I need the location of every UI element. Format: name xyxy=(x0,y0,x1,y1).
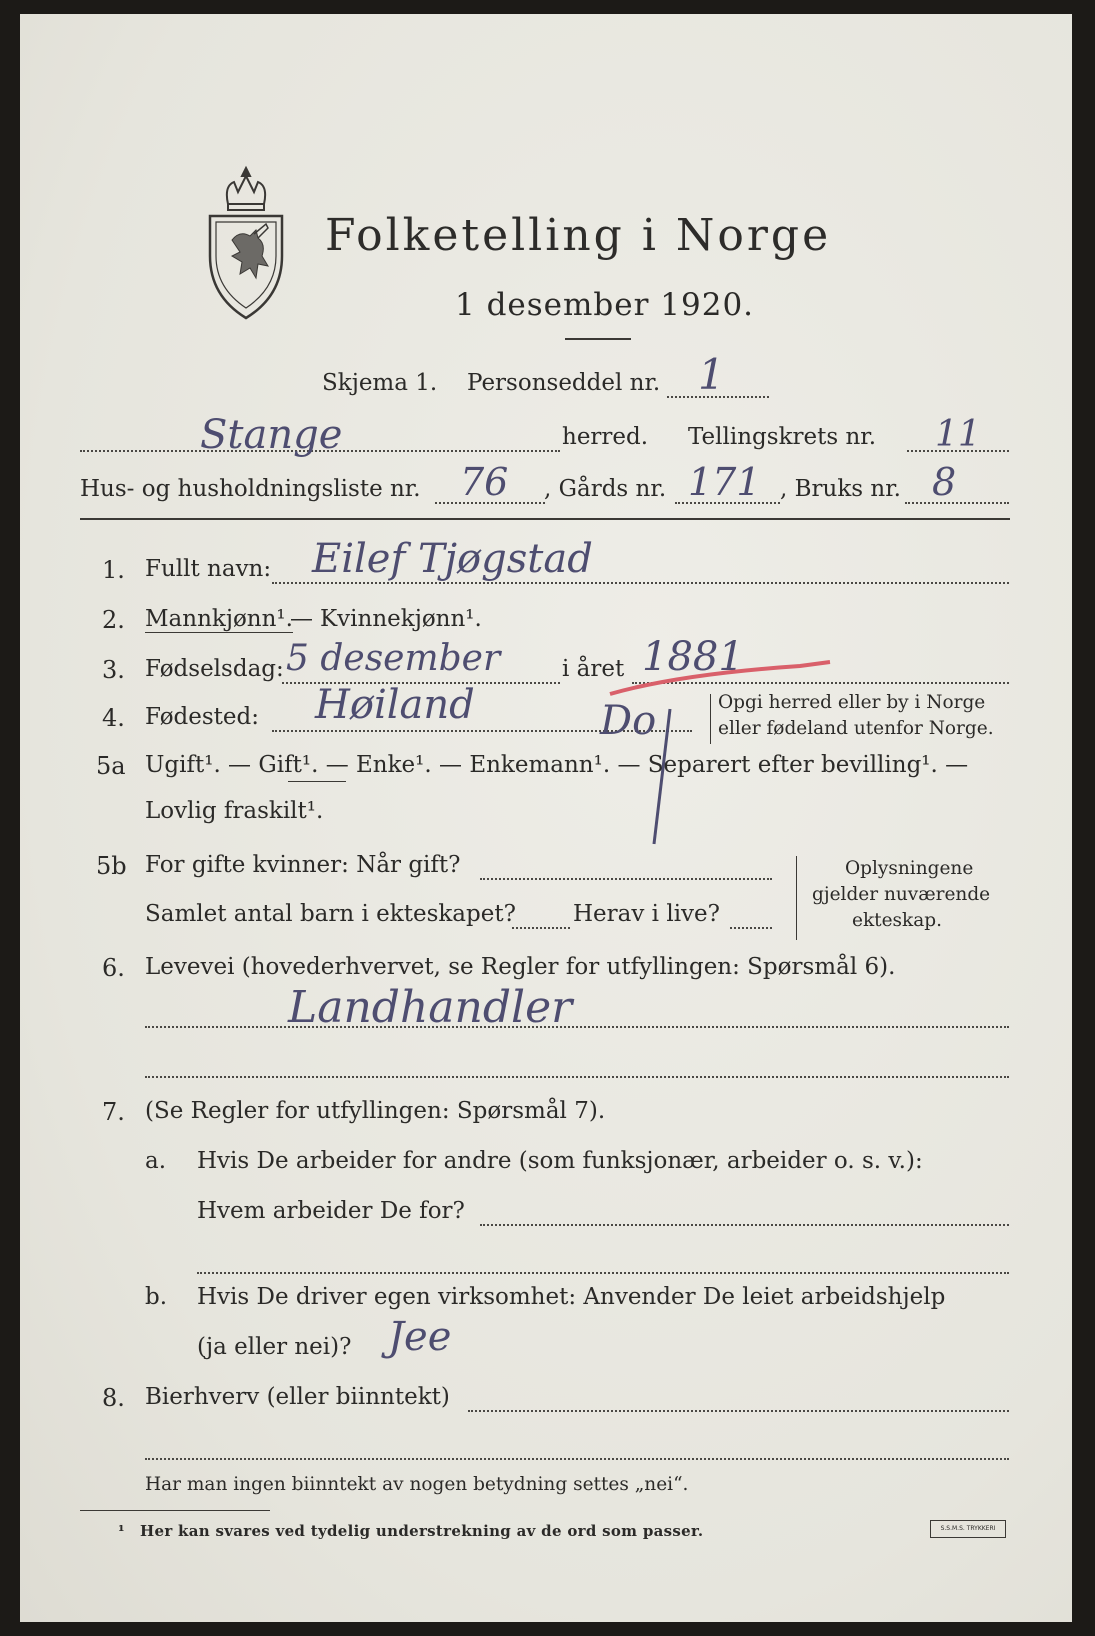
q7-number: 7. xyxy=(102,1098,125,1126)
census-date: 1 desember 1920. xyxy=(455,287,755,323)
hus-label: Hus- og husholdningsliste nr. xyxy=(80,476,421,502)
q7a-letter: a. xyxy=(145,1148,167,1174)
q1-number: 1. xyxy=(102,556,125,584)
form-title: Folketelling i Norge xyxy=(325,210,832,261)
q7a-field-line-2 xyxy=(197,1272,1009,1274)
bruks-label: , Bruks nr. xyxy=(780,476,901,502)
norwegian-coat-of-arms-icon xyxy=(202,164,290,324)
census-form xyxy=(20,14,1072,1622)
q4-note-bracket xyxy=(710,694,711,744)
q5b-number: 5b xyxy=(96,852,127,880)
q6-field-line-2 xyxy=(145,1076,1009,1078)
q3-label: Fødselsdag: xyxy=(145,656,284,682)
birthplace-value[interactable]: Høiland xyxy=(315,682,475,728)
q7-label: (Se Regler for utfyllingen: Spørsmål 7). xyxy=(145,1098,606,1124)
q4-label: Fødested: xyxy=(145,704,260,730)
q5b-children-label: Samlet antal barn i ekteskapet? xyxy=(145,901,516,927)
skjema-label: Skjema 1. xyxy=(322,370,438,396)
q2-number: 2. xyxy=(102,606,125,634)
q6-field-line-1 xyxy=(145,1026,1009,1028)
herred-label: herred. xyxy=(562,424,649,450)
gender-female[interactable]: Kvinnekjønn¹. xyxy=(320,606,482,632)
full-name-value[interactable]: Eilef Tjøgstad xyxy=(312,536,593,582)
herred-value[interactable]: Stange xyxy=(200,412,343,458)
gift-underline xyxy=(288,781,346,782)
q2-separator: — xyxy=(290,606,313,632)
pencil-stroke xyxy=(640,704,680,854)
q5b-note-line3: ekteskap. xyxy=(852,910,942,931)
q4-note-line2: eller fødeland utenfor Norge. xyxy=(718,718,994,739)
q5b-alive-field-line xyxy=(730,927,772,929)
q3-number: 3. xyxy=(102,656,125,684)
q4-number: 4. xyxy=(102,704,125,732)
footnote-mark: ¹ xyxy=(118,1522,125,1540)
q8-label: Bierhverv (eller biinntekt) xyxy=(145,1384,450,1410)
q4-note-line1: Opgi herred eller by i Norge xyxy=(718,692,986,713)
bruks-field-line xyxy=(905,502,1009,504)
q3-year-label: i året xyxy=(562,656,625,682)
title-divider xyxy=(565,338,631,340)
q8-field-line-2 xyxy=(145,1458,1009,1460)
personseddel-label: Personseddel nr. xyxy=(467,370,661,396)
q7a-question: Hvem arbeider De for? xyxy=(197,1198,465,1224)
personseddel-value[interactable]: 1 xyxy=(698,350,725,399)
q8-field-line-1 xyxy=(468,1410,1009,1412)
q7a-field-line-1 xyxy=(480,1224,1009,1226)
q6-label: Levevei (hovederhvervet, se Regler for utfyllingen: Spørsmål 6). xyxy=(145,954,896,980)
q5b-married-label: For gifte kvinner: Når gift? xyxy=(145,852,461,878)
tellingskrets-value[interactable]: 11 xyxy=(935,414,981,455)
marital-status-options[interactable]: Ugift¹. — Gift¹. — Enke¹. — Enkemann¹. — Separert efter bevilling¹. — xyxy=(145,752,969,778)
q5b-married-field-line xyxy=(480,878,772,880)
birth-year-value[interactable]: 1881 xyxy=(642,634,744,680)
gards-value[interactable]: 171 xyxy=(688,460,761,504)
q5a-number: 5a xyxy=(96,752,126,780)
q5b-note-line1: Oplysningene xyxy=(845,858,974,879)
hus-value[interactable]: 76 xyxy=(460,460,509,504)
birth-date-value[interactable]: 5 desember xyxy=(286,638,501,679)
bruks-value[interactable]: 8 xyxy=(932,460,957,504)
q5b-alive-label: Herav i live? xyxy=(573,901,720,927)
q7b-text: Hvis De driver egen virksomhet: Anvender De leiet arbeidshjelp xyxy=(197,1284,946,1310)
tellingskrets-label: Tellingskrets nr. xyxy=(688,424,877,450)
footnote-divider xyxy=(80,1510,270,1511)
gards-label: , Gårds nr. xyxy=(544,476,667,502)
q5b-note-bracket xyxy=(796,856,797,940)
birthplace-value-2[interactable]: Do xyxy=(600,698,657,744)
hired-help-value[interactable]: Jee xyxy=(388,1314,452,1360)
q1-label: Fullt navn: xyxy=(145,556,272,582)
q5b-children-field-line xyxy=(512,927,570,929)
q7b-letter: b. xyxy=(145,1284,168,1310)
q5b-note-line2: gjelder nuværende xyxy=(812,884,991,905)
bleed-through-text xyxy=(445,118,451,139)
q6-number: 6. xyxy=(102,954,125,982)
q7b-question: (ja eller nei)? xyxy=(197,1334,352,1360)
marital-status-divorced[interactable]: Lovlig fraskilt¹. xyxy=(145,798,324,824)
header-divider xyxy=(80,518,1010,520)
printer-stamp: S.S.M.S. TRYKKERI xyxy=(930,1520,1006,1538)
footnote-text: Her kan svares ved tydelig understrekning av de ord som passer. xyxy=(140,1522,704,1540)
footer-note: Har man ingen biinntekt av nogen betydning settes „nei“. xyxy=(145,1474,689,1495)
occupation-value[interactable]: Landhandler xyxy=(288,982,573,1033)
gender-male[interactable]: Mannkjønn¹. xyxy=(145,606,293,632)
q8-number: 8. xyxy=(102,1384,125,1412)
q7a-text: Hvis De arbeider for andre (som funksjonær, arbeider o. s. v.): xyxy=(197,1148,923,1174)
q1-field-line xyxy=(272,582,1009,584)
